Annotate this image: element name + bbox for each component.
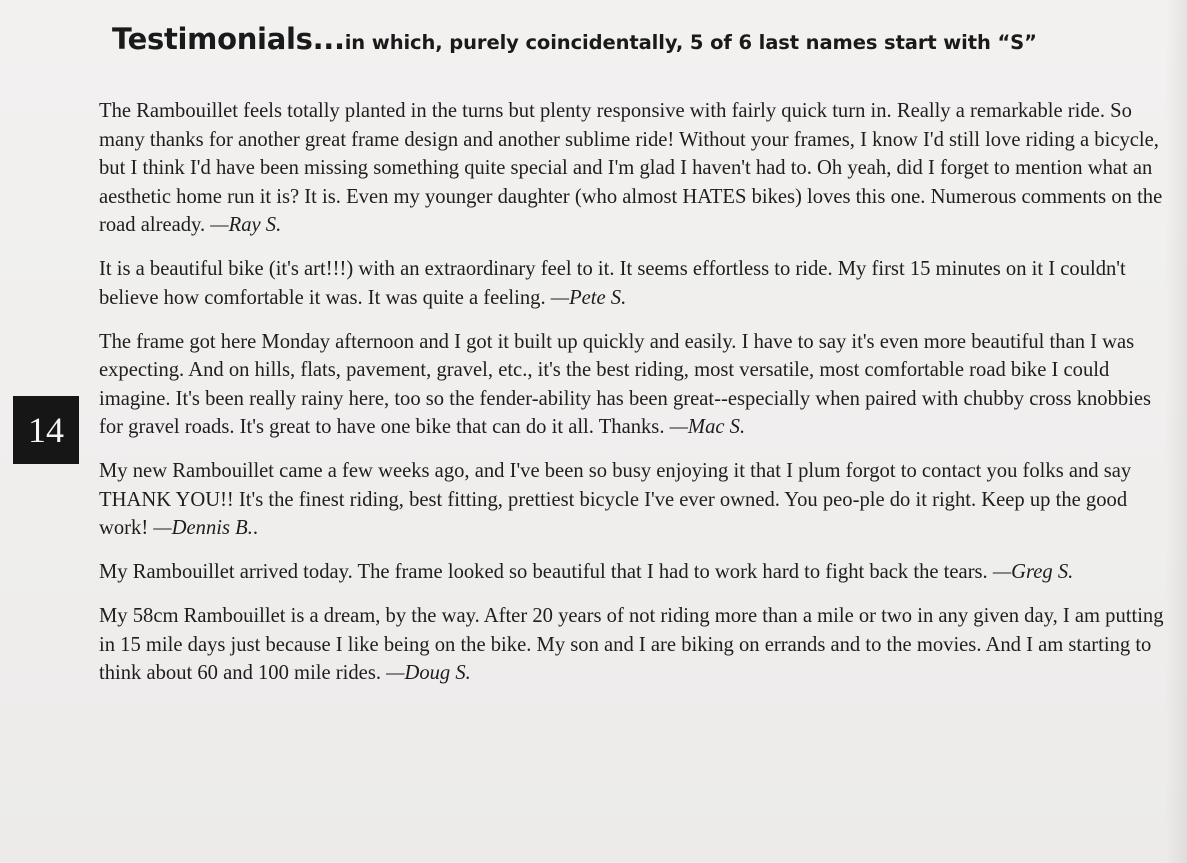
testimonial-text: It is a beautiful bike (it's art!!!) with an extraordinary feel to it. It seems effortless to ride. My first 15 minutes on it I couldn't believe how comfortable it was. It was quite a feeling. xyxy=(99,258,1126,309)
heading-subtitle: in which, purely coincidentally, 5 of 6 last names start with “S” xyxy=(344,31,1037,54)
testimonial-signature: —Pete S. xyxy=(550,286,627,309)
testimonials-list xyxy=(99,97,1169,703)
testimonial-text: My new Rambouillet came a few weeks ago, and I've been so busy enjoying it that I plum forgot to contact you folks and say THANK YOU!! It's the finest riding, best fitting, prettiest bicycle I've ever owned. You peo-ple do it right. Keep up the good work! xyxy=(99,460,1132,539)
testimonial-signature: —Mac S. xyxy=(669,416,746,438)
heading-ellipsis: ... xyxy=(312,22,345,56)
testimonial-signature: —Ray S. xyxy=(210,214,282,236)
testimonial-signature: —Dennis B. xyxy=(153,517,253,539)
page-number-badge: 14 xyxy=(13,396,79,464)
testimonial-pete xyxy=(99,255,1169,312)
page-heading xyxy=(112,22,1037,56)
testimonial-signature: —Doug S. xyxy=(386,662,471,684)
testimonial-text: The frame got here Monday afternoon and I got it built up quickly and easily. I have to say it's even more beautiful than I was expecting. And on hills, flats, pavement, gravel, etc., it's the best riding, most versatile, most comfortable road bike I could imagine. It's been really rainy here, too so the fender-ability has been great--especially when paired with chubby cross knobbies for gravel roads. It's great to have one bike that can do it all. Thanks. xyxy=(99,330,1152,438)
testimonial-ray xyxy=(99,97,1169,240)
testimonial-greg xyxy=(99,558,1169,587)
testimonial-text: My 58cm Rambouillet is a dream, by the way. After 20 years of not riding more than a mile or two in any given day, I am putting in 15 mile days just because I like being on the bike. My son and I are biking on errands and to the movies. And I am starting to think about 60 and 100 mile rides. xyxy=(99,605,1164,684)
testimonial-mac xyxy=(99,328,1169,442)
testimonial-text: The Rambouillet feels totally planted in the turns but plenty responsive with fairly quick turn in. Really a remarkable ride. So many thanks for another great frame design and another sublime ride! Without your frames, I know I'd still love riding a bicycle, but I think I'd have been missing something quite special and I'm glad I haven't had to. Oh yeah, did I forget to mention what an aesthetic home run it is? It is. Even my younger daughter (who almost HATES bikes) loves this one. Numerous comments on the road already. xyxy=(99,100,1163,236)
testimonial-trailing-period: . xyxy=(252,517,259,539)
testimonial-doug xyxy=(99,602,1169,688)
heading-title: Testimonials xyxy=(112,22,313,56)
testimonial-signature: —Greg S. xyxy=(992,561,1074,583)
testimonial-dennis xyxy=(99,457,1169,543)
testimonial-text: My Rambouillet arrived today. The frame looked so beautiful that I had to work hard to fight back the tears. xyxy=(99,561,993,583)
